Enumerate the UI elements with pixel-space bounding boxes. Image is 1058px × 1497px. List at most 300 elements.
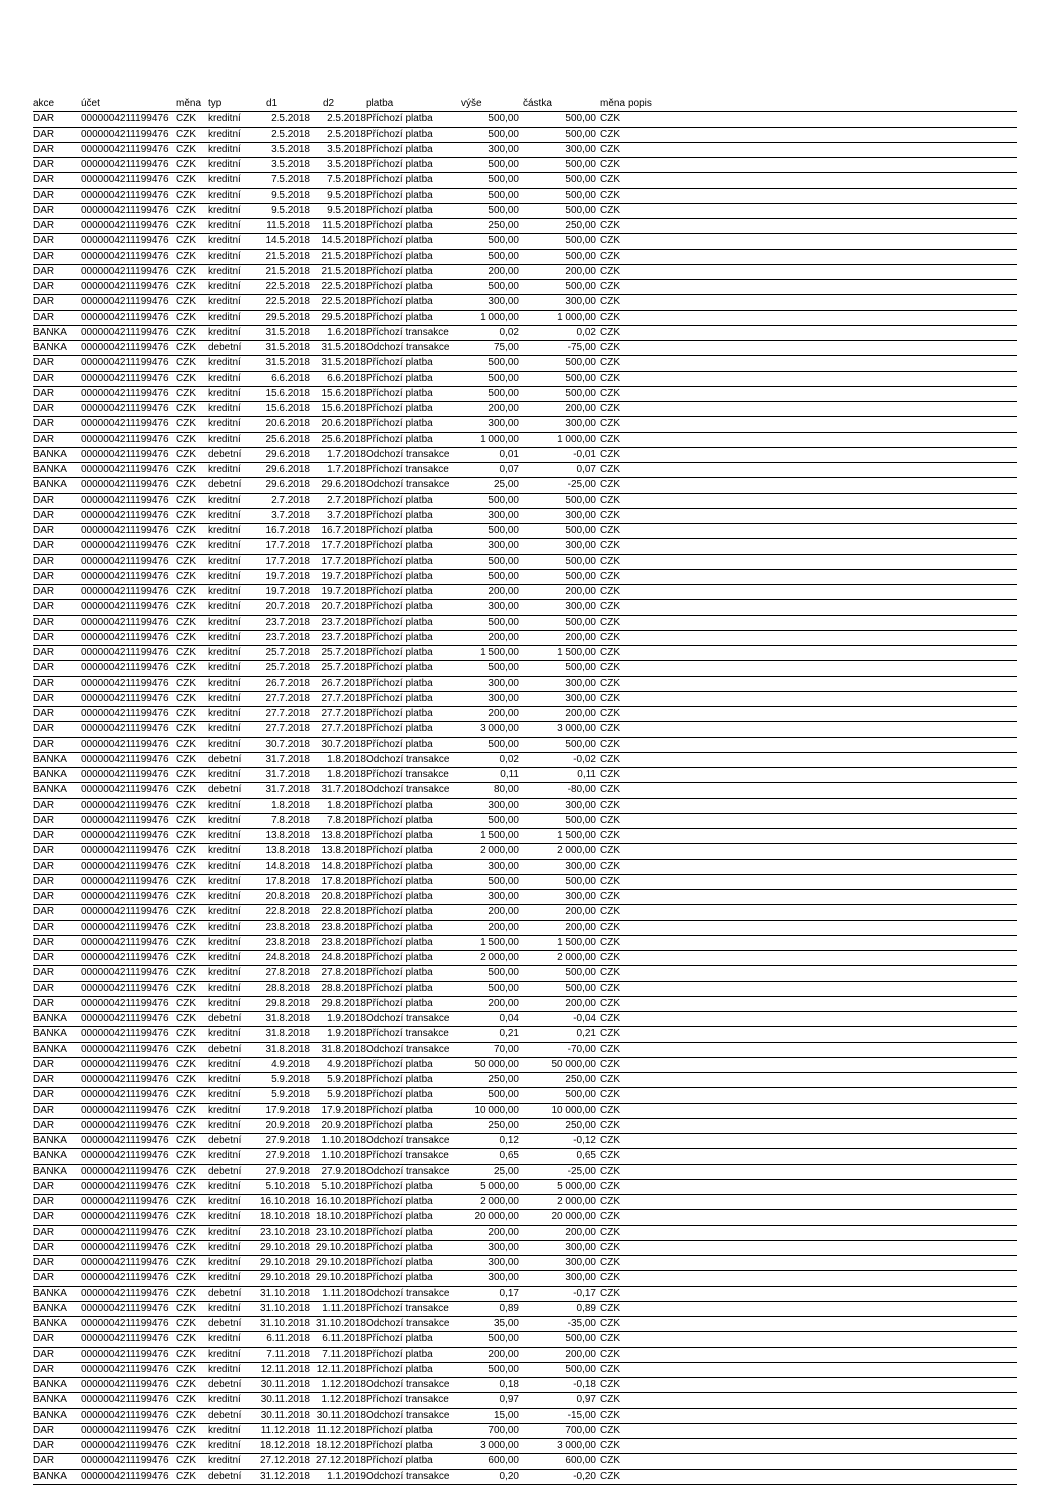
- cell-platba: Příchozí platba: [366, 281, 433, 293]
- cell-platba: Příchozí platba: [366, 509, 433, 521]
- cell-mena: CZK: [176, 1272, 196, 1284]
- cell-mena: CZK: [176, 1028, 196, 1040]
- cell-mena-2: CZK: [600, 265, 620, 277]
- cell-akce: BANKA: [33, 479, 67, 491]
- cell-d1: 14.5.2018: [265, 235, 310, 247]
- cell-mena: CZK: [176, 372, 196, 384]
- cell-d1: 27.7.2018: [265, 708, 310, 720]
- cell-vyse: 500,00: [488, 570, 519, 582]
- cell-platba: Příchozí platba: [366, 204, 433, 216]
- cell-mena-2: CZK: [600, 418, 620, 430]
- cell-akce: DAR: [33, 311, 55, 323]
- cell-d2: 1.11.2018: [322, 1287, 366, 1299]
- cell-typ: kreditní: [208, 830, 241, 842]
- cell-d2: 3.5.2018: [327, 159, 366, 171]
- cell-mena-2: CZK: [600, 860, 620, 872]
- cell-ucet: 0000004211199476: [81, 464, 169, 476]
- cell-platba: Odchozí transakce: [366, 1165, 450, 1177]
- cell-mena-2: CZK: [600, 433, 620, 445]
- cell-vyse: 3 000,00: [480, 1440, 519, 1452]
- cell-typ: kreditní: [208, 494, 241, 506]
- cell-typ: kreditní: [208, 525, 241, 537]
- cell-castka: 700,00: [565, 1424, 596, 1436]
- cell-mena: CZK: [176, 418, 196, 430]
- cell-castka: 300,00: [565, 509, 596, 521]
- cell-platba: Odchozí transakce: [366, 1287, 450, 1299]
- cell-mena: CZK: [176, 1013, 196, 1025]
- cell-mena: CZK: [176, 860, 196, 872]
- cell-popis: [628, 127, 1017, 142]
- cell-castka: 500,00: [565, 982, 596, 994]
- cell-typ: kreditní: [208, 1028, 241, 1040]
- cell-popis: [628, 996, 1017, 1011]
- cell-mena-2: CZK: [600, 555, 620, 567]
- cell-mena-2: CZK: [600, 875, 620, 887]
- table-row: [33, 508, 1017, 523]
- cell-ucet: 0000004211199476: [81, 1424, 169, 1436]
- cell-akce: DAR: [33, 1348, 55, 1360]
- cell-platba: Příchozí platba: [366, 997, 433, 1009]
- cell-ucet: 0000004211199476: [81, 311, 169, 323]
- cell-vyse: 300,00: [488, 540, 519, 552]
- cell-akce: DAR: [33, 616, 55, 628]
- cell-mena: CZK: [176, 723, 196, 735]
- cell-popis: [628, 188, 1017, 203]
- cell-d1: 22.5.2018: [265, 296, 310, 308]
- cell-d1: 29.10.2018: [259, 1241, 310, 1253]
- cell-akce: BANKA: [33, 464, 67, 476]
- cell-typ: kreditní: [208, 708, 241, 720]
- cell-popis: [628, 1256, 1017, 1271]
- cell-castka: 500,00: [565, 235, 596, 247]
- cell-popis: [628, 646, 1017, 661]
- cell-castka: 200,00: [565, 708, 596, 720]
- cell-d2: 29.8.2018: [321, 997, 366, 1009]
- cell-typ: kreditní: [208, 814, 241, 826]
- cell-ucet: 0000004211199476: [81, 647, 169, 659]
- cell-ucet: 0000004211199476: [81, 1409, 169, 1421]
- cell-ucet: 0000004211199476: [81, 1058, 169, 1070]
- cell-akce: DAR: [33, 159, 55, 171]
- cell-d2: 4.9.2018: [327, 1058, 366, 1070]
- cell-d1: 31.7.2018: [265, 784, 310, 796]
- cell-akce: DAR: [33, 357, 55, 369]
- cell-castka: 300,00: [565, 143, 596, 155]
- cell-vyse: 500,00: [488, 525, 519, 537]
- cell-popis: [628, 1073, 1017, 1088]
- cell-mena-2: CZK: [600, 631, 620, 643]
- cell-platba: Příchozí platba: [366, 159, 433, 171]
- cell-mena: CZK: [176, 570, 196, 582]
- cell-d2: 25.7.2018: [321, 647, 366, 659]
- cell-vyse: 500,00: [488, 387, 519, 399]
- cell-d2: 11.12.2018: [316, 1424, 366, 1436]
- cell-ucet: 0000004211199476: [81, 997, 169, 1009]
- cell-popis: [628, 158, 1017, 173]
- cell-typ: kreditní: [208, 189, 241, 201]
- cell-akce: BANKA: [33, 1150, 67, 1162]
- table-row: [33, 539, 1017, 554]
- cell-platba: Příchozí platba: [366, 1180, 433, 1192]
- cell-typ: kreditní: [208, 357, 241, 369]
- cell-d2: 1.6.2018: [327, 326, 366, 338]
- cell-vyse: 0,02: [499, 326, 519, 338]
- cell-akce: DAR: [33, 387, 55, 399]
- cell-ucet: 0000004211199476: [81, 1470, 169, 1482]
- cell-mena: CZK: [176, 1394, 196, 1406]
- table-row: [33, 951, 1017, 966]
- cell-typ: kreditní: [208, 799, 241, 811]
- cell-vyse: 500,00: [488, 372, 519, 384]
- cell-mena: CZK: [176, 1318, 196, 1330]
- cell-akce: DAR: [33, 647, 55, 659]
- cell-mena: CZK: [176, 753, 196, 765]
- cell-mena: CZK: [176, 1196, 196, 1208]
- cell-typ: kreditní: [208, 311, 241, 323]
- cell-vyse: 500,00: [488, 616, 519, 628]
- cell-vyse: 10 000,00: [474, 1104, 519, 1116]
- cell-vyse: 250,00: [488, 220, 519, 232]
- cell-d2: 5.9.2018: [327, 1074, 366, 1086]
- cell-mena-2: CZK: [600, 1226, 620, 1238]
- cell-popis: [628, 1149, 1017, 1164]
- cell-d1: 29.10.2018: [259, 1272, 310, 1284]
- cell-akce: DAR: [33, 586, 55, 598]
- header-akce: akce: [33, 97, 81, 112]
- cell-castka: 200,00: [565, 586, 596, 598]
- cell-typ: kreditní: [208, 982, 241, 994]
- cell-mena: CZK: [176, 662, 196, 674]
- cell-d2: 20.7.2018: [321, 601, 366, 613]
- cell-d2: 17.9.2018: [321, 1104, 366, 1116]
- cell-platba: Příchozí platba: [366, 586, 433, 598]
- cell-akce: DAR: [33, 906, 55, 918]
- cell-ucet: 0000004211199476: [81, 1440, 169, 1452]
- cell-popis: [628, 1286, 1017, 1301]
- table-row: [33, 1454, 1017, 1469]
- cell-vyse: 600,00: [488, 1455, 519, 1467]
- cell-mena-2: CZK: [600, 1455, 620, 1467]
- cell-ucet: 0000004211199476: [81, 418, 169, 430]
- cell-d1: 31.10.2018: [259, 1287, 310, 1299]
- cell-typ: kreditní: [208, 1150, 241, 1162]
- table-row: [33, 1393, 1017, 1408]
- cell-platba: Příchozí platba: [366, 1196, 433, 1208]
- cell-platba: Příchozí platba: [366, 265, 433, 277]
- cell-castka: 0,02: [576, 326, 596, 338]
- cell-popis: [628, 707, 1017, 722]
- cell-ucet: 0000004211199476: [81, 326, 169, 338]
- cell-popis: [628, 1408, 1017, 1423]
- cell-typ: debetní: [208, 1318, 242, 1330]
- cell-platba: Odchozí transakce: [366, 1043, 450, 1055]
- cell-mena-2: CZK: [600, 936, 620, 948]
- cell-platba: Příchozí platba: [366, 1440, 433, 1452]
- cell-mena: CZK: [176, 1379, 196, 1391]
- cell-akce: DAR: [33, 723, 55, 735]
- cell-platba: Příchozí platba: [366, 708, 433, 720]
- cell-mena: CZK: [176, 616, 196, 628]
- table-row: [33, 707, 1017, 722]
- cell-popis: [628, 142, 1017, 157]
- table-row: [33, 1225, 1017, 1240]
- cell-akce: DAR: [33, 250, 55, 262]
- table-row: [33, 1362, 1017, 1377]
- cell-d1: 6.6.2018: [271, 372, 310, 384]
- cell-d2: 20.6.2018: [321, 418, 366, 430]
- cell-castka: 300,00: [565, 891, 596, 903]
- cell-vyse: 500,00: [488, 1089, 519, 1101]
- cell-ucet: 0000004211199476: [81, 1074, 169, 1086]
- cell-ucet: 0000004211199476: [81, 1013, 169, 1025]
- cell-platba: Příchozí platba: [366, 982, 433, 994]
- table-row: [33, 615, 1017, 630]
- cell-ucet: 0000004211199476: [81, 403, 169, 415]
- cell-platba: Příchozí transakce: [366, 769, 449, 781]
- cell-akce: BANKA: [33, 342, 67, 354]
- cell-akce: DAR: [33, 143, 55, 155]
- cell-platba: Příchozí platba: [366, 220, 433, 232]
- cell-popis: [628, 280, 1017, 295]
- cell-d2: 2.7.2018: [327, 494, 366, 506]
- cell-popis: [628, 447, 1017, 462]
- cell-ucet: 0000004211199476: [81, 479, 169, 491]
- cell-castka: 1 500,00: [557, 647, 596, 659]
- cell-ucet: 0000004211199476: [81, 296, 169, 308]
- cell-mena: CZK: [176, 875, 196, 887]
- cell-platba: Odchozí transakce: [366, 1409, 450, 1421]
- cell-popis: [628, 615, 1017, 630]
- cell-mena-2: CZK: [600, 509, 620, 521]
- cell-mena-2: CZK: [600, 494, 620, 506]
- table-row: [33, 1317, 1017, 1332]
- cell-mena: CZK: [176, 677, 196, 689]
- cell-castka: -0,04: [573, 1013, 596, 1025]
- cell-typ: kreditní: [208, 1440, 241, 1452]
- cell-platba: Příchozí platba: [366, 143, 433, 155]
- cell-vyse: 0,21: [499, 1028, 519, 1040]
- cell-typ: kreditní: [208, 220, 241, 232]
- cell-mena-2: CZK: [600, 723, 620, 735]
- table-row: [33, 264, 1017, 279]
- cell-d1: 20.7.2018: [265, 601, 310, 613]
- cell-d2: 9.5.2018: [327, 189, 366, 201]
- cell-d1: 26.7.2018: [265, 677, 310, 689]
- cell-vyse: 2 000,00: [480, 845, 519, 857]
- cell-d2: 1.8.2018: [327, 769, 366, 781]
- cell-castka: 0,97: [576, 1394, 596, 1406]
- cell-akce: DAR: [33, 235, 55, 247]
- table-row: [33, 737, 1017, 752]
- table-row: [33, 1073, 1017, 1088]
- cell-vyse: 200,00: [488, 708, 519, 720]
- cell-castka: 200,00: [565, 265, 596, 277]
- cell-castka: 2 000,00: [557, 952, 596, 964]
- cell-mena-2: CZK: [600, 464, 620, 476]
- cell-popis: [628, 1027, 1017, 1042]
- cell-typ: kreditní: [208, 906, 241, 918]
- cell-ucet: 0000004211199476: [81, 387, 169, 399]
- cell-typ: kreditní: [208, 875, 241, 887]
- cell-d1: 5.10.2018: [265, 1180, 310, 1192]
- cell-popis: [628, 890, 1017, 905]
- cell-d1: 27.7.2018: [265, 723, 310, 735]
- cell-vyse: 500,00: [488, 982, 519, 994]
- cell-castka: 300,00: [565, 601, 596, 613]
- cell-mena: CZK: [176, 464, 196, 476]
- cell-mena: CZK: [176, 1165, 196, 1177]
- cell-typ: kreditní: [208, 1348, 241, 1360]
- cell-ucet: 0000004211199476: [81, 1257, 169, 1269]
- cell-d1: 31.8.2018: [265, 1043, 310, 1055]
- cell-akce: BANKA: [33, 1470, 67, 1482]
- cell-vyse: 200,00: [488, 1348, 519, 1360]
- cell-mena-2: CZK: [600, 967, 620, 979]
- table-row: [33, 524, 1017, 539]
- cell-typ: kreditní: [208, 1119, 241, 1131]
- cell-d2: 31.5.2018: [321, 357, 366, 369]
- cell-castka: 0,07: [576, 464, 596, 476]
- cell-d1: 19.7.2018: [265, 570, 310, 582]
- cell-popis: [628, 874, 1017, 889]
- cell-mena-2: CZK: [600, 372, 620, 384]
- cell-castka: 500,00: [565, 372, 596, 384]
- cell-popis: [628, 935, 1017, 950]
- cell-popis: [628, 1271, 1017, 1286]
- cell-typ: debetní: [208, 448, 242, 460]
- cell-d1: 17.9.2018: [265, 1104, 310, 1116]
- table-row: [33, 1149, 1017, 1164]
- cell-castka: 200,00: [565, 1348, 596, 1360]
- cell-castka: 200,00: [565, 403, 596, 415]
- cell-d2: 1.12.2018: [321, 1394, 366, 1406]
- cell-d2: 27.7.2018: [321, 723, 366, 735]
- cell-castka: -0,02: [573, 753, 596, 765]
- cell-vyse: 500,00: [488, 113, 519, 125]
- cell-popis: [628, 1439, 1017, 1454]
- cell-d2: 17.8.2018: [321, 875, 366, 887]
- cell-akce: DAR: [33, 799, 55, 811]
- cell-d2: 2.5.2018: [327, 128, 366, 140]
- table-row: [33, 478, 1017, 493]
- cell-castka: 500,00: [565, 189, 596, 201]
- cell-platba: Příchozí platba: [366, 631, 433, 643]
- cell-castka: 0,89: [576, 1302, 596, 1314]
- cell-ucet: 0000004211199476: [81, 1165, 169, 1177]
- cell-platba: Příchozí platba: [366, 128, 433, 140]
- cell-popis: [628, 661, 1017, 676]
- cell-platba: Odchozí transakce: [366, 448, 450, 460]
- cell-mena: CZK: [176, 631, 196, 643]
- cell-akce: DAR: [33, 1089, 55, 1101]
- cell-platba: Příchozí platba: [366, 1257, 433, 1269]
- cell-vyse: 2 000,00: [480, 1196, 519, 1208]
- cell-d1: 5.9.2018: [271, 1074, 310, 1086]
- cell-mena-2: CZK: [600, 281, 620, 293]
- table-row: [33, 691, 1017, 706]
- cell-mena-2: CZK: [600, 1196, 620, 1208]
- table-row: [33, 341, 1017, 356]
- cell-ucet: 0000004211199476: [81, 281, 169, 293]
- cell-popis: [628, 1454, 1017, 1469]
- cell-akce: DAR: [33, 1424, 55, 1436]
- cell-typ: kreditní: [208, 647, 241, 659]
- cell-ucet: 0000004211199476: [81, 1104, 169, 1116]
- table-row: [33, 783, 1017, 798]
- cell-mena-2: CZK: [600, 1089, 620, 1101]
- cell-akce: BANKA: [33, 1287, 67, 1299]
- cell-d1: 25.6.2018: [265, 433, 310, 445]
- cell-mena-2: CZK: [600, 220, 620, 232]
- cell-akce: DAR: [33, 540, 55, 552]
- cell-mena-2: CZK: [600, 1379, 620, 1391]
- cell-mena-2: CZK: [600, 830, 620, 842]
- cell-mena-2: CZK: [600, 1180, 620, 1192]
- cell-ucet: 0000004211199476: [81, 753, 169, 765]
- cell-popis: [628, 585, 1017, 600]
- cell-vyse: 250,00: [488, 1074, 519, 1086]
- cell-d2: 29.5.2018: [321, 311, 366, 323]
- table-row: [33, 280, 1017, 295]
- cell-akce: BANKA: [33, 1043, 67, 1055]
- cell-castka: -0,01: [573, 448, 596, 460]
- cell-platba: Příchozí platba: [366, 967, 433, 979]
- cell-castka: -0,17: [573, 1287, 596, 1299]
- cell-mena: CZK: [176, 1058, 196, 1070]
- cell-platba: Odchozí transakce: [366, 753, 450, 765]
- cell-mena: CZK: [176, 281, 196, 293]
- cell-akce: DAR: [33, 1272, 55, 1284]
- cell-ucet: 0000004211199476: [81, 1226, 169, 1238]
- cell-d2: 27.7.2018: [321, 708, 366, 720]
- cell-d2: 14.5.2018: [321, 235, 366, 247]
- cell-mena-2: CZK: [600, 708, 620, 720]
- cell-vyse: 75,00: [493, 342, 519, 354]
- cell-akce: BANKA: [33, 326, 67, 338]
- cell-castka: 300,00: [565, 1257, 596, 1269]
- cell-vyse: 1 000,00: [480, 311, 519, 323]
- cell-mena-2: CZK: [600, 1135, 620, 1147]
- cell-d2: 17.7.2018: [321, 540, 366, 552]
- cell-vyse: 80,00: [493, 784, 519, 796]
- cell-mena-2: CZK: [600, 799, 620, 811]
- cell-akce: DAR: [33, 525, 55, 537]
- cell-popis: [628, 1210, 1017, 1225]
- cell-castka: 200,00: [565, 921, 596, 933]
- header-castka: částka: [521, 97, 598, 112]
- cell-castka: -0,20: [573, 1470, 596, 1482]
- cell-platba: Příchozí platba: [366, 875, 433, 887]
- cell-platba: Příchozí platba: [366, 601, 433, 613]
- cell-typ: kreditní: [208, 1180, 241, 1192]
- cell-popis: [628, 981, 1017, 996]
- cell-platba: Příchozí platba: [366, 235, 433, 247]
- cell-popis: [628, 264, 1017, 279]
- cell-vyse: 500,00: [488, 159, 519, 171]
- cell-ucet: 0000004211199476: [81, 586, 169, 598]
- cell-vyse: 200,00: [488, 906, 519, 918]
- cell-d1: 31.10.2018: [259, 1318, 310, 1330]
- cell-d2: 1.9.2018: [327, 1028, 366, 1040]
- cell-mena-2: CZK: [600, 1348, 620, 1360]
- cell-mena: CZK: [176, 128, 196, 140]
- table-row: [33, 112, 1017, 127]
- cell-popis: [628, 1362, 1017, 1377]
- cell-akce: DAR: [33, 952, 55, 964]
- cell-akce: DAR: [33, 372, 55, 384]
- cell-mena-2: CZK: [600, 952, 620, 964]
- cell-vyse: 2 000,00: [480, 952, 519, 964]
